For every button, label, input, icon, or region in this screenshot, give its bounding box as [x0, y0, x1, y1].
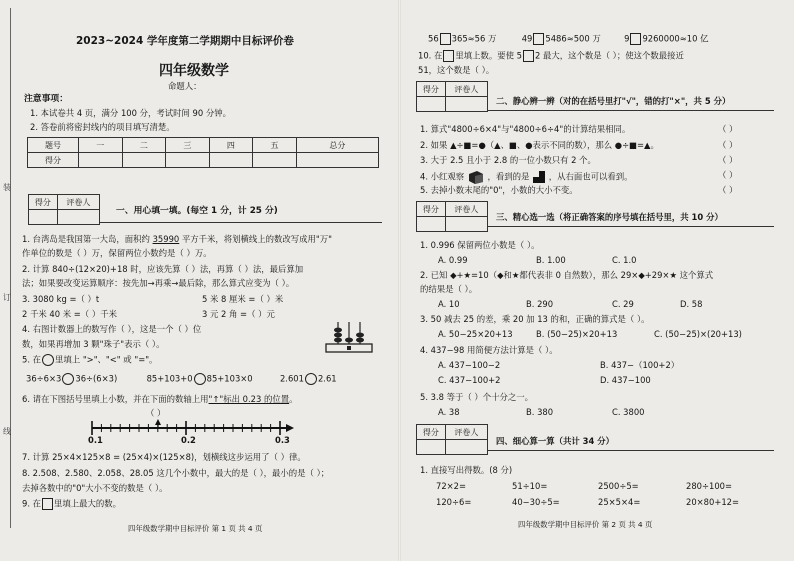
section4-title: 四、细心算一算（共计 34 分） [496, 436, 614, 446]
grader-box-1 [28, 194, 100, 225]
choice-4: 4. 437−98 用简便方法计算是（ ）。 [420, 345, 558, 355]
q5-expr: 85+103+0 [146, 373, 193, 384]
option[interactable]: A. 50−25×20+13 [438, 329, 513, 339]
compare-circle-icon[interactable] [305, 373, 317, 385]
q6-text: 。 [289, 394, 298, 404]
grader-cell [445, 97, 487, 112]
q1-text: 平方千米，将划横线上的数改写成用"万" [179, 234, 332, 244]
q6-line [22, 394, 297, 405]
fill-box-icon[interactable] [42, 498, 53, 510]
q1-line1 [22, 234, 332, 245]
option[interactable]: D. 437−100 [600, 375, 651, 385]
section3-rule [488, 226, 774, 227]
q5-items [26, 373, 337, 385]
option[interactable]: A. 10 [438, 299, 460, 309]
q4-line1: 4. 右图计数器上的数写作（ ），这是一个（ ）位 [22, 324, 202, 334]
judge-paren[interactable]: （ ） [718, 185, 738, 195]
section1-title: 一、用心填一填。(每空 1 分，计 25 分) [116, 206, 278, 216]
q10-line1 [418, 50, 684, 62]
q5-expr: 36÷6×3 [26, 373, 62, 384]
score-header: 一 [79, 138, 123, 153]
compare-circle-icon[interactable] [194, 373, 206, 385]
grader-reviewer-label: 评卷人 [445, 202, 487, 217]
choice-5: 5. 3.8 等于（ ）个十分之一。 [420, 392, 534, 402]
q9-number: 9 [624, 33, 630, 44]
judge-4 [420, 170, 632, 184]
subject-title: 四年级数学 [159, 63, 229, 79]
grader-cell [29, 210, 58, 225]
notice-2: 2. 答卷前将密封线内的项目填写清楚。 [30, 122, 175, 132]
margin-mark-zhuang: 装 [3, 183, 11, 192]
section4-rule [488, 450, 774, 451]
q3-a: 3. 3080 kg =（ ）t [22, 294, 100, 304]
calc-item: 40−30÷5= [512, 497, 560, 507]
margin-mark-ding: 订 [3, 293, 11, 302]
q8-line2: 去掉各数中的"0"大小不变的数是（ ）。 [22, 483, 168, 493]
grader-cell [417, 440, 446, 455]
grader-score-label: 得分 [417, 202, 446, 217]
option[interactable]: A. 0.99 [438, 255, 468, 265]
q5-expr: 85+103×0 [206, 373, 253, 384]
section2-rule [488, 110, 774, 111]
abacus-icon [324, 318, 376, 354]
calc-item: 20×80+12= [686, 497, 740, 507]
q9-number: 9260000≈10 亿 [642, 33, 709, 44]
calc-item: 2500÷5= [598, 481, 639, 491]
q5-expr: 2.61 [317, 373, 337, 384]
score-cell [253, 153, 297, 168]
compare-circle-icon[interactable] [42, 354, 54, 366]
number-line-ticks [92, 421, 280, 435]
judge-text: ，从右面也可以看到。 [548, 171, 633, 182]
q10-text: 里填上数。要使 5 [455, 50, 522, 61]
q9-number: 365≈56 万 [451, 33, 497, 44]
grader-cell [445, 217, 487, 232]
page-fold [398, 0, 401, 561]
page2-footer: 四年级数学期中目标评价 第 2 页 共 4 页 [518, 520, 653, 529]
grader-box-4 [416, 424, 488, 455]
grader-score-label: 得分 [417, 82, 446, 97]
q10-text: 10. 在 [418, 50, 443, 61]
q9-text: 9. 在 [22, 498, 42, 509]
q1-line2: 作单位的数是（ ）万，保留两位小数约是（ ）万。 [22, 248, 212, 258]
q7-line: 7. 计算 25×4×125×8 = (25×4)×(125×8)，划横线这步运用了（ ）律。 [22, 452, 306, 462]
option[interactable]: C. (50−25)×(20+13) [654, 329, 742, 339]
q9-items [428, 33, 708, 45]
score-header: 二 [122, 138, 166, 153]
score-header: 四 [209, 138, 253, 153]
page1-footer: 四年级数学期中目标评价 第 1 页 共 4 页 [128, 524, 263, 533]
score-cell [79, 153, 123, 168]
q5-text: 里填上 ">"、"<" 或 "="。 [55, 354, 158, 365]
grader-reviewer-label: 评卷人 [445, 425, 487, 440]
q9-text: 里填上最大的数。 [54, 498, 122, 509]
section1-rule [100, 222, 382, 223]
compare-circle-icon[interactable] [62, 373, 74, 385]
judge-5: 5. 去掉小数末尾的"0"，小数的大小不变。 [420, 185, 578, 195]
section2-title: 二、静心辨一辨（对的在括号里打"√"，错的打"×"，共 5 分） [496, 96, 731, 106]
cube-stack-icon [467, 170, 485, 184]
choice-2: 2. 已知 ◆+★=10（◆和★都代表非 0 自然数），那么 29×◆+29×★ 这个算式 [420, 270, 714, 280]
score-header: 三 [166, 138, 210, 153]
score-cell [166, 153, 210, 168]
option[interactable]: B. 1.00 [536, 255, 566, 265]
q10-text: 2 最大，这个数是（ ）；使这个数最接近 [534, 50, 684, 61]
choice-2-cont: 的结果是（ ）。 [420, 284, 478, 294]
q4-line2: 数，如果再增加 3 颗"珠子"表示（ ）。 [22, 339, 165, 349]
q2-line2: 法；如果要改变运算顺序：按先加→再乘→最后除，那么算式应变为（ ）。 [22, 278, 295, 288]
option[interactable]: A. 38 [438, 407, 460, 417]
grader-score-label: 得分 [29, 195, 58, 210]
q3-b: 5 米 8 厘米 =（ ）米 [202, 294, 284, 304]
score-row-label: 得分 [28, 153, 79, 168]
grader-reviewer-label: 评卷人 [57, 195, 99, 210]
number-line-paren: （ ） [146, 408, 166, 418]
q9-number: 5486≈500 万 [545, 33, 601, 44]
grader-cell [417, 97, 446, 112]
q5-expr: 36÷(6×3) [75, 373, 118, 384]
binding-line [10, 8, 11, 528]
section3-title: 三、精心选一选（将正确答案的序号填在括号里，共 10 分） [496, 212, 723, 222]
option[interactable]: C. 1.0 [612, 255, 637, 265]
grader-score-label: 得分 [417, 425, 446, 440]
option[interactable]: C. 437−100+2 [438, 375, 501, 385]
option[interactable]: C. 29 [612, 299, 634, 309]
exam-title: 2023~2024 学年度第二学期期中目标评价卷 [76, 35, 294, 47]
fill-box-icon[interactable] [443, 50, 454, 62]
q9-number: 56 [428, 33, 439, 44]
fill-box-icon[interactable] [533, 33, 544, 45]
option[interactable]: D. 58 [680, 299, 703, 309]
option[interactable]: B. 290 [526, 299, 554, 309]
choice-1: 1. 0.996 保留两位小数是（ ）。 [420, 240, 540, 250]
calc-item: 51÷10= [512, 481, 548, 491]
q6-underlined-text: "↑"标出 0.23 的位置 [208, 394, 290, 404]
score-header: 总分 [296, 138, 378, 153]
score-table [27, 137, 379, 168]
q3-d: 3 元 2 角 =（ ）元 [202, 309, 275, 319]
grader-box-2 [416, 81, 488, 112]
q9-number: 49 [521, 33, 533, 44]
judge-paren[interactable]: （ ） [718, 170, 738, 180]
notice-1: 1. 本试卷共 4 页，满分 100 分，考试时间 90 分钟。 [30, 108, 231, 118]
q5-expr: 2.601 [279, 373, 304, 384]
number-line-label: 0.2 [181, 435, 196, 445]
judge-text: 4. 小红观察 [420, 171, 465, 182]
grader-reviewer-label: 评卷人 [445, 82, 487, 97]
choice-3: 3. 50 减去 25 的差，乘 20 加 13 的和，正确的算式是（ ）。 [420, 314, 650, 324]
score-header: 题号 [28, 138, 79, 153]
author-label: 命题人： [168, 81, 202, 91]
notice-title: 注意事项： [24, 94, 68, 104]
q3-c: 2 千米 40 米 =（ ）千米 [22, 309, 117, 319]
calc-item: 72×2= [436, 481, 467, 491]
s4-sub: 1. 直接写出得数。(8 分) [420, 465, 513, 475]
option[interactable]: A. 437−100−2 [438, 360, 501, 370]
q9-line [22, 498, 121, 510]
grader-cell [57, 210, 99, 225]
fill-box-icon[interactable] [523, 50, 534, 62]
score-header: 五 [253, 138, 297, 153]
q1-underlined-number: 35990 [152, 234, 180, 244]
number-line-label: 0.3 [275, 435, 290, 445]
q1-text: 1. 台湾岛是我国第一大岛，面积约 [22, 234, 153, 244]
calc-item: 280÷100= [686, 481, 733, 491]
judge-1: 1. 算式"4800÷6×4"与"4800÷6÷4"的计算结果相同。 [420, 124, 631, 134]
option[interactable]: B. (50−25)×20+13 [536, 329, 618, 339]
grader-box-3 [416, 201, 488, 232]
q6-text: 6. 请在下图括号里填上小数，并在下面的数轴上用 [22, 394, 209, 404]
number-line-label: 0.1 [88, 435, 103, 445]
judge-3: 3. 大于 2.5 且小于 2.8 的一位小数只有 2 个。 [420, 155, 596, 165]
calc-item: 25×5×4= [598, 497, 641, 507]
score-cell [296, 153, 378, 168]
fill-box-icon[interactable] [630, 33, 641, 45]
score-cell [122, 153, 166, 168]
margin-mark-xian: 线 [3, 427, 11, 436]
q2-line1: 2. 计算 840÷(12×20)+18 时，应该先算（ ）法，再算（ ）法，最后算加 [22, 264, 304, 274]
option[interactable]: B. 437−（100+2） [600, 360, 680, 370]
q10-line2: 51，这个数是（ ）。 [418, 65, 495, 75]
option[interactable]: C. 3800 [612, 407, 645, 417]
judge-2: 2. 如果 ▲÷■=●（▲、■、●表示不同的数），那么 ●÷■=▲。 [420, 140, 659, 150]
calc-item: 120÷6= [436, 497, 472, 507]
judge-paren[interactable]: （ ） [718, 124, 738, 134]
score-cell [209, 153, 253, 168]
q5-text: 5. 在 [22, 354, 42, 365]
fill-box-icon[interactable] [440, 33, 451, 45]
judge-paren[interactable]: （ ） [718, 155, 738, 165]
q8-line1: 8. 2.508、2.580、2.058、28.05 这几个小数中，最大的是（ ），最小的是（ ）； [22, 468, 330, 478]
q5-line [22, 354, 157, 366]
grader-cell [417, 217, 446, 232]
judge-text: ，看到的是 [487, 171, 530, 182]
grader-cell [445, 440, 487, 455]
option[interactable]: B. 380 [526, 407, 554, 417]
view-shape-icon [532, 170, 546, 184]
judge-paren[interactable]: （ ） [718, 140, 738, 150]
